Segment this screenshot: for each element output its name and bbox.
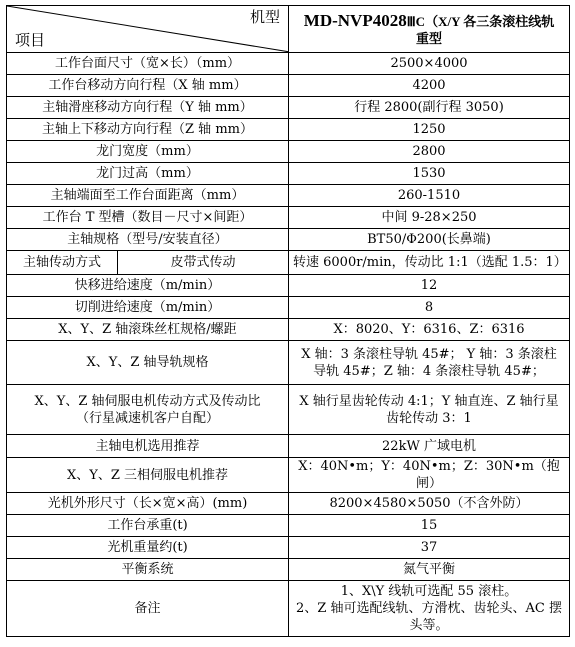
spec-value: 2800 <box>289 141 570 163</box>
model-code: MD-NVP4028 <box>303 10 407 30</box>
spec-label: 主轴电机选用推荐 <box>7 435 289 458</box>
spec-value: 12 <box>289 275 570 297</box>
spec-label: 龙门宽度（mm） <box>7 141 289 163</box>
guide-row <box>7 341 570 385</box>
diagonal-line <box>7 6 289 52</box>
spec-value: 15 <box>289 515 570 537</box>
servo-label-line2: （行星减速机客户自配） <box>75 410 219 426</box>
table-row <box>7 537 570 559</box>
spec-label: 主轴规格（型号/安装直径） <box>7 229 289 251</box>
guide-value-line1: X 轴：3 条滚柱导轨 45#； Y 轴：3 条滚柱 <box>301 346 557 362</box>
spec-label: 主轴滑座移动方向行程（Y 轴 mm） <box>7 97 289 119</box>
spec-label: 龙门过高（mm） <box>7 163 289 185</box>
header-row <box>7 6 570 53</box>
spec-value: 行程 2800(副行程 3050) <box>289 97 570 119</box>
model-note-line1: （X/Y 各三条滚柱线轨 <box>425 13 555 29</box>
drive-value: 转速 6000r/min，传动比 1:1（选配 1.5：1） <box>289 251 570 275</box>
spec-value: 8200×4580×5050（不含外防） <box>289 493 570 515</box>
spec-value: 中间 9-28×250 <box>289 207 570 229</box>
item-label: 项目 <box>15 31 46 49</box>
table-row <box>7 185 570 207</box>
table-row <box>7 53 570 75</box>
table-row <box>7 559 570 581</box>
table-row <box>7 297 570 319</box>
model-label: 机型 <box>249 8 280 26</box>
servo-value-line1: X 轴行星齿轮传动 4:1；Y 轴直连、Z 轴行星 <box>299 393 559 409</box>
table-row <box>7 75 570 97</box>
note-line2: 2、Z 轴可选配线轨、方滑枕、齿轮头、AC 摆头等。 <box>296 601 562 633</box>
table-row <box>7 515 570 537</box>
spec-label: 工作台面尺寸（宽×长）（mm） <box>7 53 289 75</box>
spec-value: 37 <box>289 537 570 559</box>
spec-label: 工作台移动方向行程（X 轴 mm） <box>7 75 289 97</box>
spec-label: 光机外形尺寸（长×宽×高）(mm) <box>7 493 289 515</box>
servo-label <box>7 385 289 435</box>
table-row <box>7 97 570 119</box>
guide-label: X、Y、Z 轴导轨规格 <box>7 341 289 385</box>
notes-row <box>7 581 570 637</box>
table-row <box>7 435 570 458</box>
servo-value-line2: 齿轮传动 3：1 <box>386 410 472 426</box>
guide-value-line2: 导轨 45#；Z 轴：4 条滚柱导轨 45#； <box>313 363 545 379</box>
table-row <box>7 229 570 251</box>
spec-label: X、Y、Z 三相伺服电机推荐 <box>7 458 289 493</box>
spec-value: X：40N•m；Y：40N•m；Z：30N•m（抱闸） <box>289 458 570 493</box>
header-diagonal-cell <box>7 6 289 53</box>
spec-value: 22kW 广域电机 <box>289 435 570 458</box>
spec-value: 1250 <box>289 119 570 141</box>
drive-row <box>7 251 570 275</box>
notes-value <box>289 581 570 637</box>
table-row <box>7 493 570 515</box>
spec-label: 主轴上下移动方向行程（Z 轴 mm） <box>7 119 289 141</box>
table-row <box>7 119 570 141</box>
spec-value: X：8020、Y：6316、Z：6316 <box>289 319 570 341</box>
servo-row <box>7 385 570 435</box>
table-row <box>7 163 570 185</box>
spec-label: 光机重量约(t) <box>7 537 289 559</box>
note-line1: 1、X\Y 线轨可选配 55 滚柱。 <box>340 584 518 599</box>
model-note-line2: 重型 <box>415 30 442 46</box>
table-row <box>7 319 570 341</box>
spec-label: 切削进给速度（m/min） <box>7 297 289 319</box>
table-row <box>7 275 570 297</box>
spec-label: 平衡系统 <box>7 559 289 581</box>
servo-label-line1: X、Y、Z 轴伺服电机传动方式及传动比 <box>34 393 261 409</box>
spec-value: 4200 <box>289 75 570 97</box>
guide-value <box>289 341 570 385</box>
spec-value: BT50/Φ200(长鼻端) <box>289 229 570 251</box>
spec-value: 260-1510 <box>289 185 570 207</box>
spec-label: X、Y、Z 轴滚珠丝杠规格/螺距 <box>7 319 289 341</box>
model-roman: ⅢC <box>406 13 426 29</box>
spec-label: 工作台承重(t) <box>7 515 289 537</box>
model-cell <box>289 6 570 53</box>
spec-value: 2500×4000 <box>289 53 570 75</box>
spec-label: 主轴端面至工作台面距离（mm） <box>7 185 289 207</box>
table-row <box>7 207 570 229</box>
spec-value: 氮气平衡 <box>289 559 570 581</box>
table-row <box>7 141 570 163</box>
drive-label: 主轴传动方式 <box>7 251 118 275</box>
servo-value <box>289 385 570 435</box>
drive-type: 皮带式传动 <box>118 251 289 275</box>
spec-value: 1530 <box>289 163 570 185</box>
spec-label: 工作台 T 型槽（数目－尺寸×间距） <box>7 207 289 229</box>
spec-table <box>6 5 570 637</box>
table-row <box>7 458 570 493</box>
notes-label: 备注 <box>7 581 289 637</box>
spec-value: 8 <box>289 297 570 319</box>
spec-label: 快移进给速度（m/min） <box>7 275 289 297</box>
